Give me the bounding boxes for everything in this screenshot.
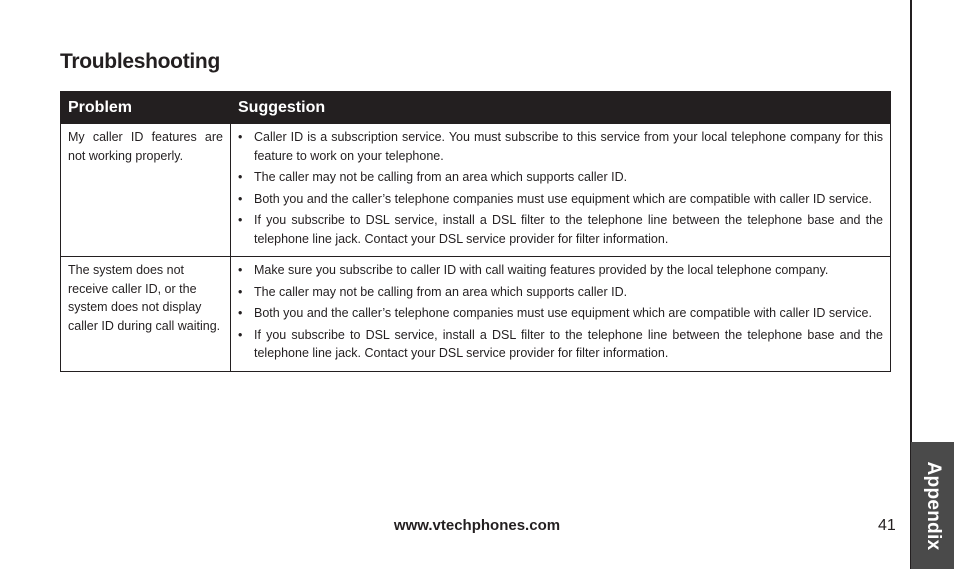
bullet-icon: • [238, 130, 243, 144]
list-item [238, 128, 883, 165]
suggestion-list [238, 128, 883, 248]
suggestion-text: Both you and the caller’s telephone companies must use equipment which are compatible with caller ID service. [254, 191, 872, 206]
suggestion-cell [231, 257, 891, 372]
footer-website-url: www.vtechphones.com [393, 517, 561, 534]
troubleshooting-table [60, 91, 891, 372]
problem-cell: The system does not receive caller ID, or the system does not display caller ID during call waiting. [61, 257, 231, 372]
bullet-icon: • [238, 213, 243, 227]
suggestion-text: The caller may not be calling from an area which supports caller ID. [254, 284, 628, 299]
suggestion-list [238, 261, 883, 363]
bullet-icon: • [238, 191, 243, 206]
table-row [61, 124, 891, 257]
appendix-side-tab [911, 442, 954, 569]
column-header-suggestion: Suggestion [231, 92, 891, 124]
list-item [238, 326, 883, 363]
bullet-icon: • [238, 263, 243, 277]
problem-cell: My caller ID features are not working properly. [61, 124, 231, 257]
table-row [61, 257, 891, 372]
side-tab-label: Appendix [922, 461, 944, 550]
suggestion-text: If you subscribe to DSL service, install a DSL filter to the telephone line between the telephone base and the telephone line jack. Contact your DSL service provider for filter information. [254, 327, 883, 360]
list-item [238, 168, 883, 187]
suggestion-text: Both you and the caller’s telephone companies must use equipment which are compatible with caller ID service. [254, 306, 872, 320]
bullet-icon: • [238, 170, 243, 184]
bullet-icon: • [238, 284, 243, 299]
list-item [238, 211, 883, 248]
column-header-problem: Problem [61, 92, 231, 124]
bullet-icon: • [238, 306, 243, 320]
suggestion-text: If you subscribe to DSL service, install a DSL filter to the telephone line between the telephone base and the telephone line jack. Contact your DSL service provider for filter information. [254, 213, 883, 246]
suggestion-text: Make sure you subscribe to caller ID with call waiting features provided by the local telephone company. [254, 263, 829, 277]
bullet-icon: • [238, 327, 243, 342]
list-item [238, 261, 883, 280]
list-item [238, 190, 883, 209]
suggestion-text: The caller may not be calling from an area which supports caller ID. [254, 170, 628, 184]
suggestion-text: Caller ID is a subscription service. You must subscribe to this service from your local telephone company for this feature to work on your telephone. [254, 130, 883, 163]
suggestion-cell [231, 124, 891, 257]
list-item [238, 283, 883, 302]
page-number: 41 [878, 517, 896, 534]
table-header-row [61, 92, 891, 124]
page-title: Troubleshooting [60, 50, 220, 73]
list-item [238, 304, 883, 323]
